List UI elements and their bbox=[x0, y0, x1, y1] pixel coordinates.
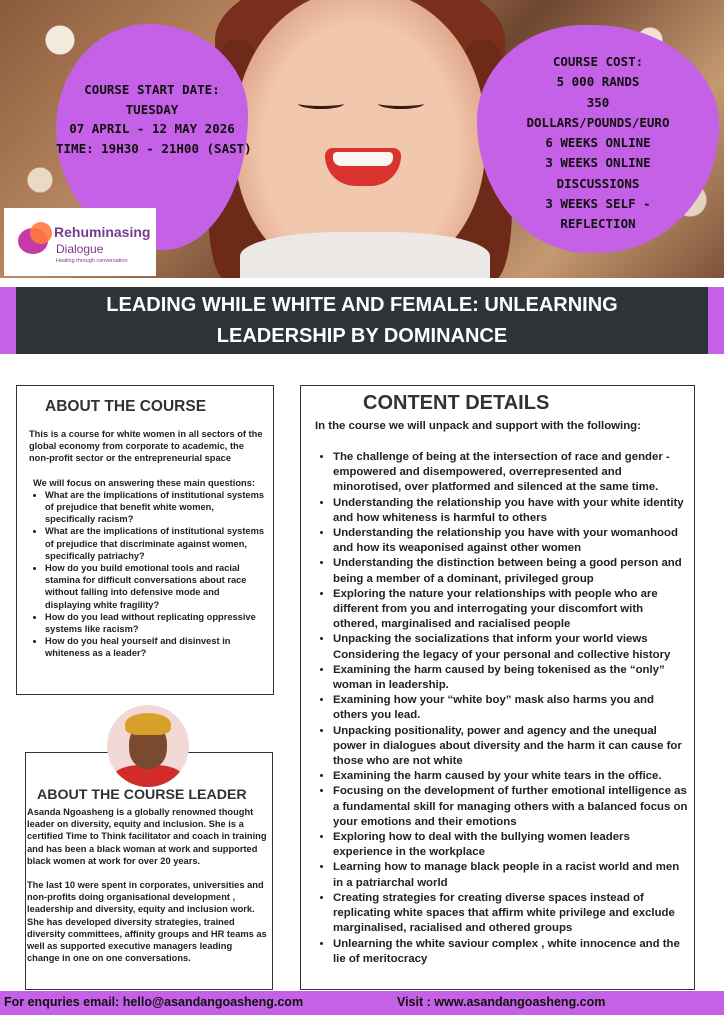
course-leader-box bbox=[25, 752, 273, 990]
content-item: • Examining how your “white boy” mask also harms you and others you lead. bbox=[333, 693, 689, 723]
course-leader-heading: ABOUT THE COURSE LEADER bbox=[37, 787, 247, 803]
content-details-body bbox=[315, 450, 689, 967]
start-line: TUESDAY bbox=[125, 101, 179, 117]
right-eye-shape bbox=[378, 98, 424, 109]
logo-tagline: Healing through conversation bbox=[56, 258, 128, 264]
about-course-box bbox=[16, 385, 274, 695]
leader-paragraph: The last 10 were spent in corporates, universities and non-profits doing organisational development , leadership and diversity, equity and inclusion work. She has developed diversity strategies, trained diversity committees, affinity groups and HR teams as well as supported executive managers leading change in one on one conversations. bbox=[27, 880, 267, 964]
cost-line: 350 bbox=[586, 94, 610, 110]
content-details-heading: CONTENT DETAILS bbox=[363, 392, 550, 414]
about-questions-intro: We will focus on answering these main questions: bbox=[33, 477, 255, 488]
hero-photo bbox=[0, 0, 724, 278]
course-title bbox=[16, 287, 708, 352]
avatar-headwrap-shape bbox=[125, 713, 171, 735]
content-item: • Unpacking the socializations that inform your world views Considering the legacy of your personal and collective history bbox=[333, 632, 689, 662]
content-item: • Examining the harm caused by being tokenised as the “only” woman in leadership. bbox=[333, 663, 689, 693]
question-item: • What are the implications of institutional systems of prejudice that benefit white women, specifically racism? bbox=[45, 489, 265, 526]
content-details-box bbox=[300, 385, 695, 990]
course-leader-body bbox=[27, 806, 267, 964]
course-cost-text bbox=[477, 52, 719, 235]
content-item: • Exploring the nature your relationships with people who are different from you and interrogating your discomfort with othered, marginalised and racialised people bbox=[333, 587, 689, 633]
leader-avatar bbox=[107, 705, 189, 787]
content-item: • Understanding the relationship you have with your womanhood and how its weaponised against other women bbox=[333, 526, 689, 556]
logo-circle-icon bbox=[30, 222, 52, 244]
cost-line: COURSE COST: bbox=[552, 54, 644, 69]
question-item: • How do you heal yourself and disinvest in whiteness as a leader? bbox=[45, 635, 265, 659]
course-title-line1: LEADING WHILE WHITE AND FEMALE: UNLEARNING bbox=[106, 294, 618, 316]
start-line: TIME: 19H30 - 21H00 (SAST) bbox=[56, 140, 252, 156]
content-items-list bbox=[315, 450, 689, 967]
title-accent-right bbox=[708, 287, 724, 354]
content-item: • Creating strategies for creating diverse spaces instead of replicating white spaces that affirm white privilege and exclude marginalised, racialised and othered groups bbox=[333, 891, 689, 937]
footer-website[interactable]: Visit : www.asandangoasheng.com bbox=[397, 995, 606, 1009]
content-item: • The challenge of being at the intersection of race and gender - empowered and disempowered, overrepresented and minorotised, over platformed and silenced at the same time. bbox=[333, 450, 689, 496]
cost-line: 6 WEEKS ONLINE bbox=[545, 135, 651, 151]
start-date-text bbox=[56, 80, 252, 158]
left-eye-shape bbox=[298, 98, 344, 109]
cost-line: REFLECTION bbox=[560, 216, 636, 232]
footer-bar bbox=[0, 991, 724, 1015]
question-item: • How do you build emotional tools and racial stamina for difficult conversations about race without falling into defensive mode and displaying white fragility? bbox=[45, 562, 265, 611]
content-item: • Examining the harm caused by your white tears in the office. bbox=[333, 769, 689, 784]
title-accent-left bbox=[0, 287, 16, 354]
about-intro: This is a course for white women in all sectors of the global economy from corporate to academic, the non-profit sector or the entrepreneurial space bbox=[29, 429, 263, 464]
about-course-heading: ABOUT THE COURSE bbox=[45, 398, 207, 415]
start-line: COURSE START DATE: bbox=[84, 82, 220, 97]
course-title-line2: LEADERSHIP BY DOMINANCE bbox=[216, 325, 508, 347]
cost-line: DOLLARS/POUNDS/EURO bbox=[526, 114, 670, 130]
content-item: • Understanding the relationship you have with your white identity and how whiteness is harmful to others bbox=[333, 496, 689, 526]
start-line: 07 APRIL - 12 MAY 2026 bbox=[69, 121, 235, 136]
cost-line: 3 WEEKS SELF - bbox=[545, 196, 651, 212]
logo-name: Rehuminasing bbox=[54, 224, 151, 240]
about-course-body bbox=[29, 428, 265, 660]
content-intro: In the course we will unpack and support with the following: bbox=[315, 420, 641, 432]
content-item: • Unlearning the white saviour complex , white innocence and the lie of meritocracy bbox=[333, 937, 689, 967]
cost-line: 3 WEEKS ONLINE bbox=[545, 155, 651, 171]
content-item: • Understanding the distinction between being a good person and being a member of a dominant, privileged group bbox=[333, 556, 689, 586]
content-item: • Focusing on the development of further emotional intelligence as a fundamental skill for managing others with a balanced focus on your emotions and their emotions bbox=[333, 784, 689, 830]
content-item: • Learning how to manage black people in a racist world and men in a patriarchal world bbox=[333, 860, 689, 890]
question-item: • What are the implications of institutional systems of prejudice that discriminate against women, specifically patriachy? bbox=[45, 525, 265, 562]
rehuminasing-logo bbox=[4, 208, 156, 276]
teeth-shape bbox=[333, 152, 393, 166]
content-item: • Exploring how to deal with the bullying women leaders experience in the workplace bbox=[333, 830, 689, 860]
course-title-bar bbox=[16, 287, 708, 354]
cost-line: DISCUSSIONS bbox=[556, 175, 640, 191]
footer-email[interactable]: For enquries email: hello@asandangoasheng.com bbox=[4, 995, 304, 1009]
content-item: • Unpacking positionality, power and agency and the unequal power in dialogues about diversity and the harm it can cause for those who are not white bbox=[333, 724, 689, 770]
question-item: • How do you lead without replicating oppressive systems like racism? bbox=[45, 611, 265, 635]
shirt-shape bbox=[240, 232, 490, 278]
leader-paragraph: Asanda Ngoasheng is a globally renowned thought leader on diversity, equity and inclusion. She is a certified Time to Think facilitator and coach in training and has been a black woman at work and supported black women at work for over 20 years. bbox=[27, 807, 267, 866]
logo-subname: Dialogue bbox=[56, 242, 104, 256]
cost-line: 5 000 RANDS bbox=[556, 74, 640, 90]
about-questions-list bbox=[29, 489, 265, 660]
